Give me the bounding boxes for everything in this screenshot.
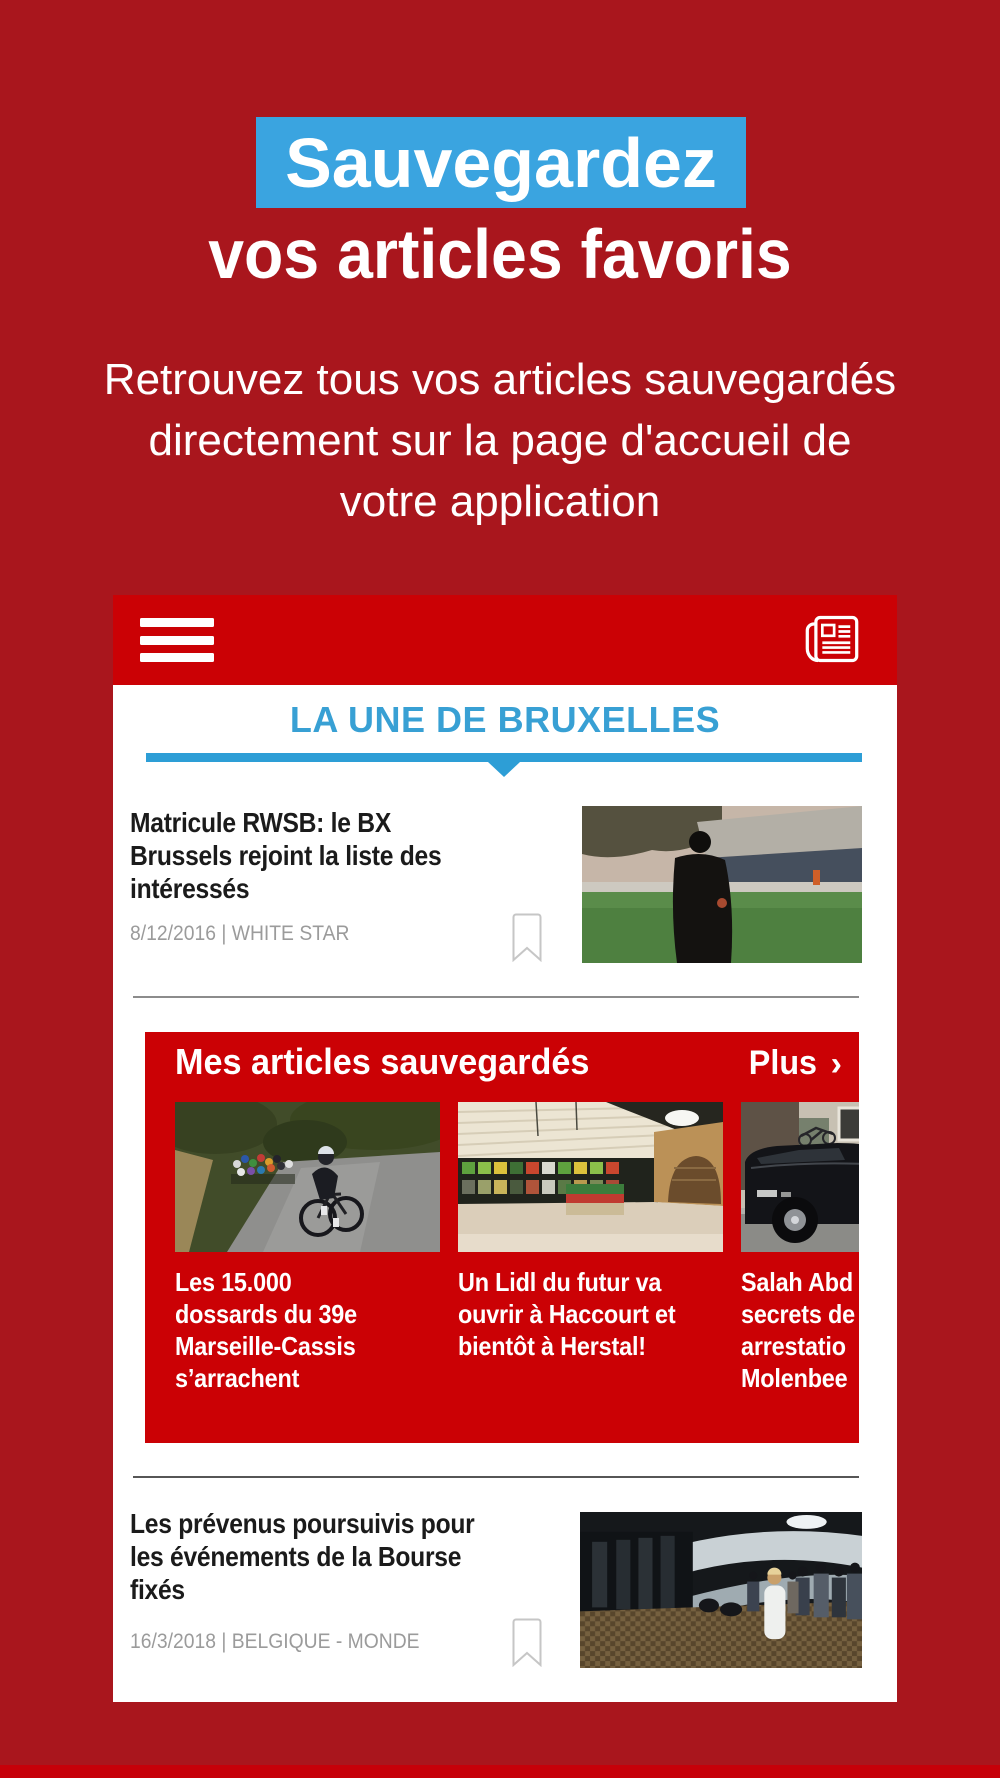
app-header — [113, 595, 897, 685]
promo-title-highlight-text: Sauvegardez — [285, 123, 717, 202]
section-underline — [146, 753, 862, 762]
saved-articles-block — [145, 1032, 859, 1443]
bookmark-icon[interactable] — [512, 913, 542, 962]
article-meta: 16/3/2018 | BELGIQUE - MONDE — [130, 1630, 420, 1653]
article-title: Matricule RWSB: le BX Brussels rejoint la liste des intéressés — [130, 807, 442, 904]
article-meta: 8/12/2016 | WHITE STAR — [130, 922, 350, 945]
car-photo[interactable] — [741, 1102, 859, 1252]
saved-block-title: Mes articles sauvegardés — [175, 1041, 590, 1082]
article-title: Les prévenus poursuivis pour les événements de la Bourse fixés — [130, 1508, 475, 1605]
hamburger-menu-icon[interactable] — [140, 618, 214, 662]
app-screenshot-card — [113, 595, 897, 1702]
promo-subtitle-line: votre application — [339, 477, 661, 526]
article-row-bottom[interactable] — [113, 1500, 897, 1690]
promo-subtitle — [0, 349, 1000, 532]
article-row-top[interactable] — [113, 795, 897, 985]
promo-subtitle-line: directement sur la page d'accueil de — [148, 416, 852, 465]
section-title: LA UNE DE BRUXELLES — [289, 699, 721, 740]
saved-card-title[interactable]: Les 15.000 dossards du 39e Marseille-Cassis s’arrachent — [175, 1267, 357, 1393]
section-underline-arrow — [488, 762, 520, 777]
promo-subtitle-line: Retrouvez tous vos articles sauvegardés — [103, 355, 897, 404]
event-hall-photo — [580, 1512, 862, 1668]
promo-title-line2: vos articles favoris — [208, 215, 792, 293]
chevron-right-icon: › — [830, 1044, 842, 1083]
divider — [133, 996, 859, 998]
saved-card-title[interactable]: Un Lidl du futur va ouvrir à Haccourt et bientôt à Herstal! — [458, 1267, 676, 1361]
bookmark-icon[interactable] — [512, 1618, 542, 1667]
more-label: Plus — [748, 1044, 817, 1082]
cycling-photo[interactable] — [175, 1102, 440, 1252]
stadium-photo — [582, 806, 862, 963]
newspaper-icon[interactable] — [801, 609, 863, 671]
bottom-strip — [0, 1765, 1000, 1778]
saved-card-title[interactable]: Salah Abd secrets de arrestatio Molenbee — [741, 1267, 855, 1393]
supermarket-photo[interactable] — [458, 1102, 723, 1252]
divider — [133, 1476, 859, 1478]
more-button[interactable] — [747, 1044, 842, 1083]
promo-title-highlight — [256, 117, 746, 208]
